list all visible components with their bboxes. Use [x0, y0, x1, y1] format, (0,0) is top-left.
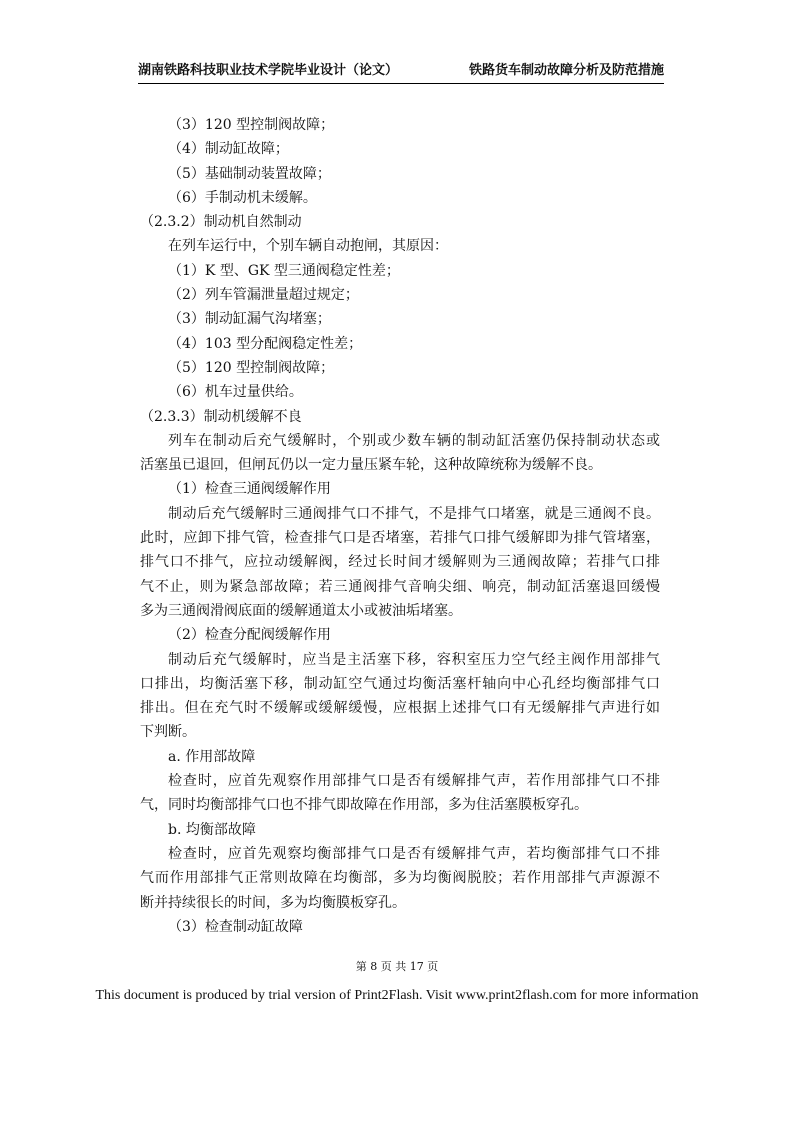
paragraph-line: 检查时，应首先观察均衡部排气口是否有缓解排气声，若均衡部排气口不排: [168, 845, 660, 862]
paragraph-line: 断并持续很长的时间，多为均衡膜板穿孔。: [140, 894, 406, 911]
paragraph-line: 制动后充气缓解时三通阀排气口不排气，不是排气口堵塞，就是三通阀不良。: [168, 505, 660, 522]
item-heading: b. 均衡部故障: [168, 821, 256, 838]
paragraph-line: 气不止，则为紧急部故障；若三通阀排气音响尖细、响亮，制动缸活塞退回缓慢: [140, 578, 660, 595]
paragraph-line: 活塞虽已退回，但闸瓦仍以一定力量压紧车轮，这种故障统称为缓解不良。: [140, 457, 602, 474]
header-thesis-title: 铁路货车制动故障分析及防范措施: [468, 63, 664, 78]
paragraph-line: 列车在制动后充气缓解时，个别或少数车辆的制动缸活塞仍保持制动状态或: [168, 432, 660, 449]
paragraph-line: 口排出，均衡活塞下移，制动缸空气通过均衡活塞杆轴向中心孔经均衡部排气口: [140, 675, 660, 692]
paragraph-line: 气，同时均衡部排气口也不排气即故障在作用部，多为住活塞膜板穿孔。: [140, 797, 588, 814]
subsection-heading: （3）检查制动缸故障: [168, 918, 303, 935]
list-item: （5）120 型控制阀故障；: [168, 359, 335, 376]
paragraph-line: 排出。但在充气时不缓解或缓解缓慢，应根据上述排气口有无缓解排气声进行如: [140, 700, 660, 717]
item-heading: a. 作用部故障: [168, 748, 256, 765]
section-heading: （2.3.3）制动机缓解不良: [140, 408, 302, 425]
paragraph-line: 制动后充气缓解时，应当是主活塞下移，容积室压力空气经主阀作用部排气: [168, 651, 660, 668]
paragraph-line: 此时，应卸下排气管，检查排气口是否堵塞，若排气口排气缓解即为排气管堵塞，: [140, 530, 660, 547]
list-item: （3）120 型控制阀故障；: [168, 117, 335, 133]
trial-notice: This document is produced by trial version of Print2Flash. Visit www.print2flash.com for more information: [95, 988, 699, 1003]
paragraph-line: 下判断。: [140, 724, 196, 741]
list-item: （6）手制动机未缓解。: [168, 189, 317, 206]
paragraph-line: 在列车运行中，个别车辆自动抱闸，其原因：: [168, 238, 448, 255]
list-item: （5）基础制动装置故障；: [168, 165, 331, 182]
section-heading: （2.3.2）制动机自然制动: [140, 214, 302, 231]
paragraph-line: 排气口不排气，应拉动缓解阀，经过长时间才缓解则为三通阀故障；若排气口排: [140, 554, 660, 571]
page-header: [138, 60, 664, 82]
list-item: （3）制动缸漏气沟堵塞；: [168, 311, 331, 328]
subsection-heading: （1）检查三通阀缓解作用: [168, 481, 331, 498]
paragraph-line: 气而作用部排气正常则故障在均衡部，多为均衡阀脱胶；若作用部排气声源源不: [140, 870, 660, 887]
list-item: （4）103 型分配阀稳定性差；: [168, 335, 363, 352]
document-body: [140, 113, 660, 939]
subsection-heading: （2）检查分配阀缓解作用: [168, 627, 331, 644]
list-item: （1）K 型、GK 型三通阀稳定性差；: [168, 262, 400, 279]
header-divider: [138, 83, 664, 84]
list-item: （2）列车管漏泄量超过规定；: [168, 287, 359, 304]
paragraph-line: 检查时，应首先观察作用部排气口是否有缓解排气声，若作用部排气口不排: [168, 773, 660, 790]
page-number: 第 8 页 共 17 页: [355, 960, 439, 973]
list-item: （4）制动缸故障；: [168, 141, 289, 158]
paragraph-line: 多为三通阀滑阀底面的缓解通道太小或被油垢堵塞。: [140, 602, 462, 619]
list-item: （6）机车过量供给。: [168, 384, 303, 401]
header-school-title: 湖南铁路科技职业技术学院毕业设计（论文）: [138, 63, 399, 78]
